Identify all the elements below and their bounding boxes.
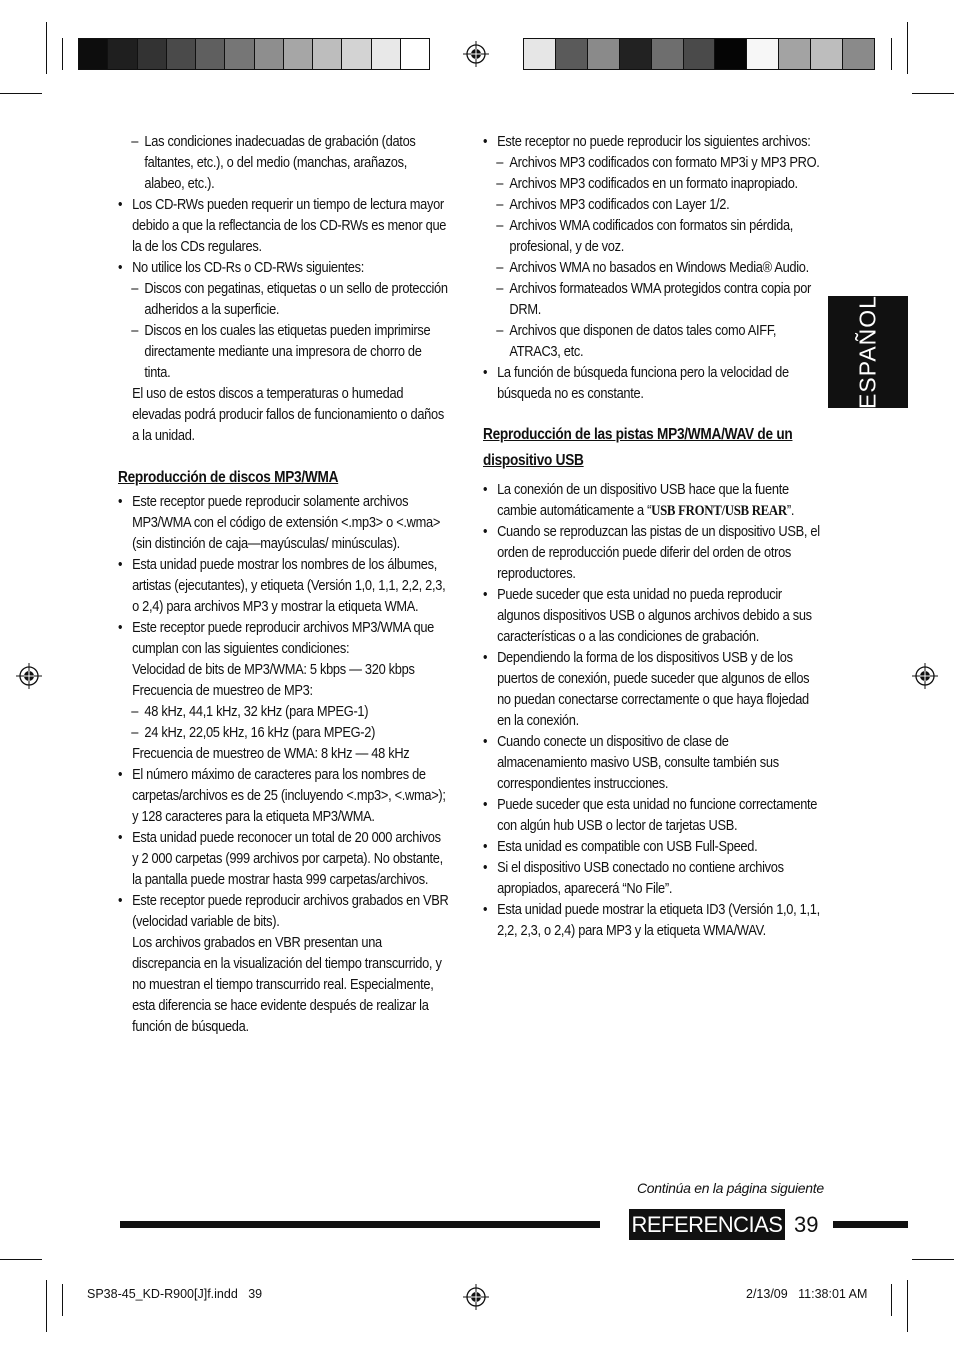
color-swatch: [341, 39, 370, 69]
list-item: – Archivos WMA codificados con formatos sin pérdida, profesional, y de voz.: [483, 216, 821, 258]
crop-mark: [46, 22, 47, 74]
list-item: • Esta unidad es compatible con USB Full-Speed.: [483, 837, 821, 858]
list-item: • Cuando se reproduzcan las pistas de un dispositivo USB, el orden de reproducción puede diferir del orden de otros reproductores.: [483, 522, 821, 585]
list-item: • Si el dispositivo USB conectado no contiene archivos apropiados, aparecerá “No File”.: [483, 858, 821, 900]
crop-mark: [0, 93, 42, 94]
list-item: • Puede suceder que esta unidad no pueda reproducir algunos dispositivos USB o algunos archivos debido a sus características o a las condiciones de grabación.: [483, 585, 821, 648]
color-swatch: [400, 39, 429, 69]
section-heading: Reproducción de las pistas MP3/WMA/WAV de un dispositivo USB: [483, 426, 793, 469]
list-item: • Este receptor puede reproducir archivos MP3/WMA que cumplan con las siguientes condiciones:: [118, 618, 449, 660]
list-item: • Este receptor puede reproducir archivos grabados en VBR (velocidad variable de bits).: [118, 891, 449, 933]
crop-mark: [912, 1259, 954, 1260]
list-item: • Este receptor puede reproducir solamente archivos MP3/WMA con el código de extensión <.mp3> o <.wma> (sin distinción de caja—mayúsculas/ minúsculas).: [118, 492, 449, 555]
section-heading: Reproducción de discos MP3/WMA: [118, 469, 339, 486]
crosshair-target-icon: [912, 663, 938, 689]
crop-mark: [891, 1284, 892, 1316]
color-swatch: [79, 39, 107, 69]
list-item: • Los CD-RWs pueden requerir un tiempo de lectura mayor debido a que la reflectancia de los CD-RWs es menor que la de los CDs regulares.: [118, 195, 449, 258]
calibration-bar-right: [523, 38, 875, 70]
list-item: – 24 kHz, 22,05 kHz, 16 kHz (para MPEG-2): [118, 723, 449, 744]
button-label-text: USB FRONT/USB REAR: [651, 503, 787, 519]
list-item: – Las condiciones inadecuadas de grabación (datos faltantes, etc.), o del medio (manchas, arañazos, alabeo, etc.).: [118, 132, 449, 195]
crop-mark: [46, 1280, 47, 1332]
crop-mark: [0, 1259, 42, 1260]
section-label: REFERENCIAS: [629, 1209, 785, 1240]
footer-rule: [120, 1221, 600, 1228]
color-swatch: [195, 39, 224, 69]
list-item: • Esta unidad puede mostrar los nombres de los álbumes, artistas (ejecutantes), y etiqueta (Versión 1,0, 1,1, 2,2, 2,3, o 2,4) para archivos MP3 y mostrar la etiqueta WMA.: [118, 555, 449, 618]
crosshair-target-icon: [463, 1284, 489, 1310]
color-swatch: [137, 39, 166, 69]
crosshair-target-icon: [463, 41, 489, 67]
text-fragment: ”.: [786, 503, 795, 519]
list-item: – 48 kHz, 44,1 kHz, 32 kHz (para MPEG-1): [118, 702, 449, 723]
print-slug-date: 2/13/09 11:38:01 AM: [746, 1287, 868, 1301]
color-swatch: [524, 39, 555, 69]
color-swatch: [312, 39, 341, 69]
list-item: – Archivos WMA no basados en Windows Media® Audio.: [483, 258, 821, 279]
list-item: – Archivos que disponen de datos tales como AIFF, ATRAC3, etc.: [483, 321, 821, 363]
list-item: • Puede suceder que esta unidad no funcione correctamente con algún hub USB o lector de tarjetas USB.: [483, 795, 821, 837]
list-item: – Archivos MP3 codificados con formato MP3i y MP3 PRO.: [483, 153, 821, 174]
color-swatch: [224, 39, 253, 69]
crop-mark: [891, 38, 892, 70]
color-swatch: [778, 39, 810, 69]
calibration-bar-left: [78, 38, 430, 70]
list-item: • Dependiendo la forma de los dispositivos USB y de los puertos de conexión, puede suceder que algunos de ellos no puedan conectarse correctamente o que haya flojedad en la conexión.: [483, 648, 821, 732]
left-column: [118, 132, 449, 1038]
footer-rule: [833, 1221, 908, 1228]
crop-mark: [912, 93, 954, 94]
color-swatch: [107, 39, 136, 69]
paragraph: El uso de estos discos a temperaturas o humedad elevadas podrá producir fallos de funcionamiento o daños a la unidad.: [132, 386, 444, 444]
crop-mark: [907, 1280, 908, 1332]
color-swatch: [371, 39, 400, 69]
list-item: – Discos con pegatinas, etiquetas o un sello de protección adheridos a la superficie.: [118, 279, 449, 321]
language-tab: [828, 296, 908, 408]
list-item: – Discos en los cuales las etiquetas pueden imprimirse directamente mediante una impresora de chorro de tinta.: [118, 321, 449, 384]
list-item: – Archivos MP3 codificados con Layer 1/2.: [483, 195, 821, 216]
crosshair-target-icon: [16, 663, 42, 689]
paragraph: Velocidad de bits de MP3/WMA: 5 kbps — 320 kbps: [132, 662, 415, 678]
color-swatch: [619, 39, 651, 69]
right-column: [483, 132, 821, 942]
list-item: • El número máximo de caracteres para los nombres de carpetas/archivos es de 25 (incluyendo <.mp3>, <.wma>); y 128 caracteres para la etiqueta MP3/WMA.: [118, 765, 449, 828]
color-swatch: [254, 39, 283, 69]
paragraph: Frecuencia de muestreo de MP3:: [132, 683, 313, 699]
text-fragment: La conexión de un dispositivo USB hace que la fuente cambie automáticamente a “: [497, 482, 789, 519]
paragraph: Los archivos grabados en VBR presentan una discrepancia en la visualización del tiempo transcurrido, y no muestran el tiempo transcurrido real. Especialmente, esta diferencia se hace evidente después de realizar la función de búsqueda.: [132, 935, 442, 1035]
list-item: – Archivos formateados WMA protegidos contra copia por DRM.: [483, 279, 821, 321]
list-item: • Esta unidad puede reconocer un total de 20 000 archivos y 2 000 carpetas (999 archivos por carpeta). No obstante, la pantalla puede mostrar hasta 999 carpetas/archivos.: [118, 828, 449, 891]
list-item: • La función de búsqueda funciona pero la velocidad de búsqueda no es constante.: [483, 363, 821, 405]
color-swatch: [746, 39, 778, 69]
color-swatch: [166, 39, 195, 69]
color-swatch: [651, 39, 683, 69]
color-swatch: [714, 39, 746, 69]
crop-mark: [62, 38, 63, 70]
print-slug-file: SP38-45_KD-R900[J]f.indd 39: [87, 1287, 263, 1301]
list-item: • Esta unidad puede mostrar la etiqueta ID3 (Versión 1,0, 1,1, 2,2, 2,3, o 2,4) para MP3 y la etiqueta WMA/WAV.: [483, 900, 821, 942]
color-swatch: [810, 39, 842, 69]
color-swatch: [555, 39, 587, 69]
color-swatch: [283, 39, 312, 69]
list-item: [483, 480, 821, 522]
crop-mark: [907, 22, 908, 74]
list-item: • Este receptor no puede reproducir los siguientes archivos:: [483, 132, 821, 153]
list-item: • No utilice los CD-Rs o CD-RWs siguientes:: [118, 258, 449, 279]
crop-mark: [62, 1284, 63, 1316]
color-swatch: [683, 39, 715, 69]
paragraph: Frecuencia de muestreo de WMA: 8 kHz — 48 kHz: [132, 746, 410, 762]
language-tab-label: ESPAÑOL: [854, 295, 881, 409]
color-swatch: [842, 39, 874, 69]
page-number: 39: [794, 1212, 819, 1237]
color-swatch: [587, 39, 619, 69]
continued-note: Continúa en la página siguiente: [637, 1180, 824, 1196]
list-item: • Cuando conecte un dispositivo de clase de almacenamiento masivo USB, consulte también sus correspondientes instrucciones.: [483, 732, 821, 795]
list-item: – Archivos MP3 codificados en un formato inapropiado.: [483, 174, 821, 195]
